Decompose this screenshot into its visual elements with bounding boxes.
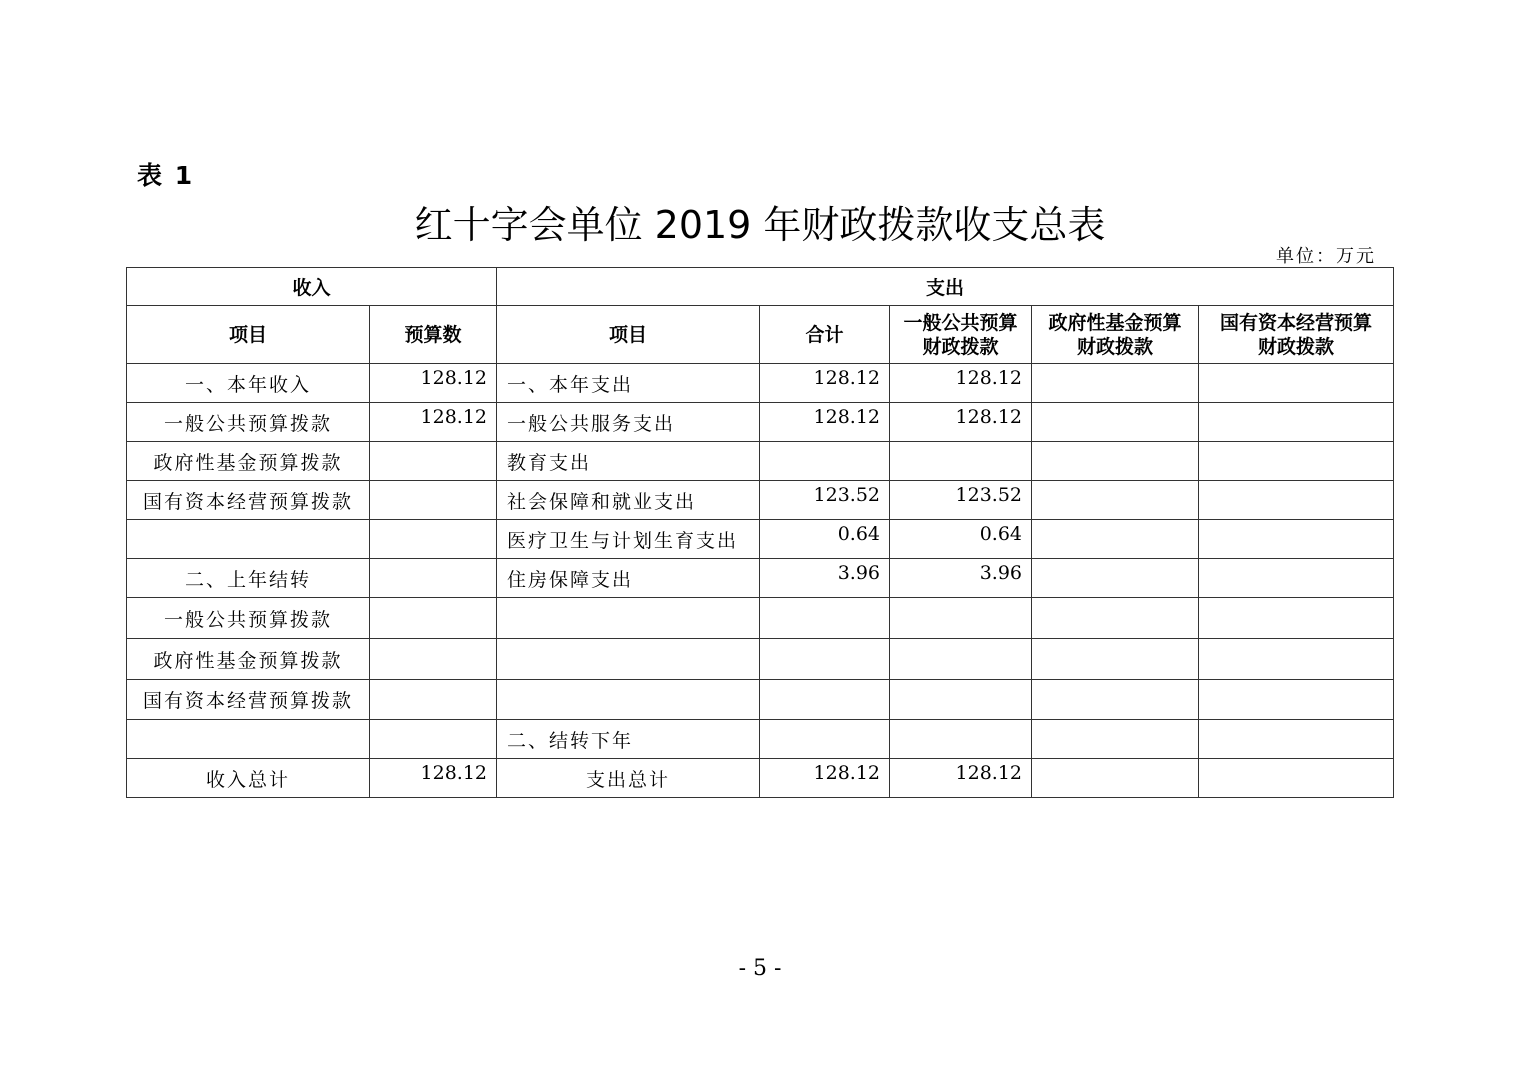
- state-cell: [1199, 639, 1394, 680]
- income-item-cell: [127, 520, 370, 559]
- col-general-budget: [890, 306, 1032, 364]
- budget-cell: [370, 442, 497, 481]
- header-row-columns: [127, 306, 1394, 364]
- col-income-item: 项目: [127, 306, 370, 364]
- expense-item-cell: 一、本年支出: [497, 364, 760, 403]
- page-title: 红十字会单位 2019 年财政拨款收支总表: [414, 203, 1106, 247]
- expense-item-cell: [497, 598, 760, 639]
- income-total-value: 128.12: [370, 759, 497, 798]
- general-cell: 3.96: [890, 559, 1032, 598]
- expense-item-cell: 二、结转下年: [497, 720, 760, 759]
- state-cell: [1199, 598, 1394, 639]
- total-cell: 128.12: [760, 364, 890, 403]
- fund-cell: [1032, 520, 1199, 559]
- table-row: [127, 481, 1394, 520]
- general-total-value: 128.12: [890, 759, 1032, 798]
- income-item-cell: 政府性基金预算拨款: [127, 639, 370, 680]
- state-total-value: [1199, 759, 1394, 798]
- budget-cell: 128.12: [370, 403, 497, 442]
- fund-cell: [1032, 559, 1199, 598]
- total-cell: 123.52: [760, 481, 890, 520]
- income-item-cell: 二、上年结转: [127, 559, 370, 598]
- col-total: 合计: [760, 306, 890, 364]
- total-cell: [760, 598, 890, 639]
- fund-cell: [1032, 598, 1199, 639]
- col-fund-line2: 财政拨款: [1077, 335, 1154, 358]
- general-cell: [890, 639, 1032, 680]
- budget-cell: [370, 598, 497, 639]
- general-cell: [890, 720, 1032, 759]
- total-cell: [760, 639, 890, 680]
- income-item-cell: [127, 720, 370, 759]
- general-cell: 123.52: [890, 481, 1032, 520]
- totals-row: [127, 759, 1394, 798]
- state-cell: [1199, 442, 1394, 481]
- fund-cell: [1032, 403, 1199, 442]
- page-number: - 5 -: [738, 956, 782, 981]
- fund-cell: [1032, 442, 1199, 481]
- general-cell: [890, 442, 1032, 481]
- col-general-line2: 财政拨款: [922, 335, 999, 358]
- expense-item-cell: 住房保障支出: [497, 559, 760, 598]
- col-fund-budget: [1032, 306, 1199, 364]
- fund-cell: [1032, 680, 1199, 720]
- col-general-line1: 一般公共预算: [903, 311, 1018, 334]
- income-item-cell: 国有资本经营预算拨款: [127, 680, 370, 720]
- budget-cell: 128.12: [370, 364, 497, 403]
- expense-total-value: 128.12: [760, 759, 890, 798]
- state-cell: [1199, 403, 1394, 442]
- expense-total-label: 支出总计: [497, 759, 760, 798]
- total-cell: [760, 720, 890, 759]
- expense-item-cell: 医疗卫生与计划生育支出: [497, 520, 760, 559]
- total-cell: 3.96: [760, 559, 890, 598]
- general-cell: 128.12: [890, 403, 1032, 442]
- table-row: [127, 680, 1394, 720]
- state-cell: [1199, 520, 1394, 559]
- total-cell: 128.12: [760, 403, 890, 442]
- fund-cell: [1032, 639, 1199, 680]
- income-total-label: 收入总计: [127, 759, 370, 798]
- col-state-capital: [1199, 306, 1394, 364]
- table-label: 表 1: [137, 161, 195, 190]
- fund-cell: [1032, 481, 1199, 520]
- col-expense-item: 项目: [497, 306, 760, 364]
- fund-cell: [1032, 720, 1199, 759]
- state-cell: [1199, 680, 1394, 720]
- unit-label: 单位：万元: [1276, 246, 1376, 267]
- expense-item-cell: 社会保障和就业支出: [497, 481, 760, 520]
- total-cell: 0.64: [760, 520, 890, 559]
- budget-cell: [370, 520, 497, 559]
- header-row-top: [127, 268, 1394, 306]
- table-row: [127, 442, 1394, 481]
- expense-item-cell: 一般公共服务支出: [497, 403, 760, 442]
- total-cell: [760, 442, 890, 481]
- general-cell: [890, 680, 1032, 720]
- table-row: [127, 520, 1394, 559]
- col-budget: 预算数: [370, 306, 497, 364]
- col-state-line1: 国有资本经营预算: [1220, 311, 1373, 334]
- income-item-cell: 一般公共预算拨款: [127, 403, 370, 442]
- col-fund-line1: 政府性基金预算: [1048, 311, 1182, 334]
- budget-cell: [370, 559, 497, 598]
- budget-cell: [370, 680, 497, 720]
- col-state-line2: 财政拨款: [1258, 335, 1335, 358]
- general-cell: 128.12: [890, 364, 1032, 403]
- expense-header: 支出: [497, 268, 1394, 306]
- state-cell: [1199, 720, 1394, 759]
- budget-cell: [370, 720, 497, 759]
- budget-table: [126, 267, 1394, 798]
- total-cell: [760, 680, 890, 720]
- budget-cell: [370, 639, 497, 680]
- fund-cell: [1032, 364, 1199, 403]
- fund-total-value: [1032, 759, 1199, 798]
- table-row: [127, 720, 1394, 759]
- state-cell: [1199, 364, 1394, 403]
- table-row: [127, 598, 1394, 639]
- table-row: [127, 639, 1394, 680]
- income-item-cell: 政府性基金预算拨款: [127, 442, 370, 481]
- budget-cell: [370, 481, 497, 520]
- general-cell: [890, 598, 1032, 639]
- state-cell: [1199, 559, 1394, 598]
- expense-item-cell: 教育支出: [497, 442, 760, 481]
- income-item-cell: 一般公共预算拨款: [127, 598, 370, 639]
- income-item-cell: 国有资本经营预算拨款: [127, 481, 370, 520]
- state-cell: [1199, 481, 1394, 520]
- table-row: [127, 403, 1394, 442]
- income-header: 收入: [127, 268, 497, 306]
- general-cell: 0.64: [890, 520, 1032, 559]
- income-item-cell: 一、本年收入: [127, 364, 370, 403]
- table-row: [127, 559, 1394, 598]
- expense-item-cell: [497, 639, 760, 680]
- table-row: [127, 364, 1394, 403]
- expense-item-cell: [497, 680, 760, 720]
